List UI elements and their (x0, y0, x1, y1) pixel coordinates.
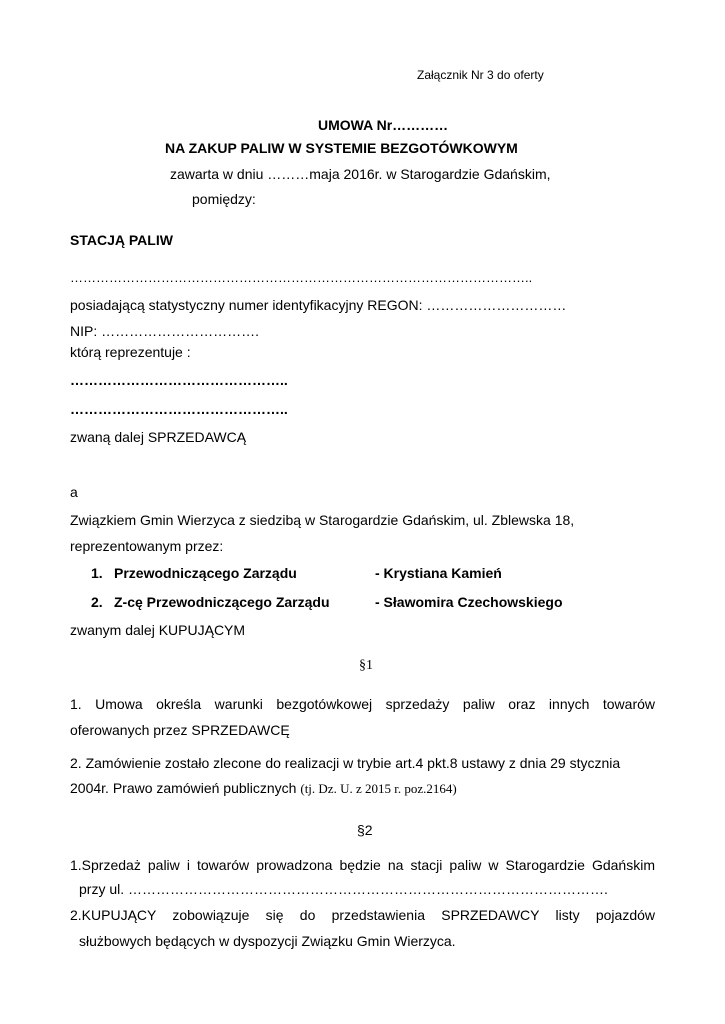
seller-nip: NIP: ……………………………. (70, 323, 260, 339)
buyer-rep-2-num: 2. (91, 594, 103, 610)
buyer-rep-1-name: - Krystiana Kamień (375, 565, 502, 581)
seller-heading: STACJĄ PALIW (70, 232, 173, 248)
section-2-para-1-line-1: 1.Sprzedaż paliw i towarów prowadzona będzie na stacji paliw w Starogardzie Gdańskim (70, 857, 655, 873)
section-1-para-2-line-2: 2004r. Prawo zamówień publicznych (70, 780, 297, 796)
seller-representative-1: ……………………………………….. (70, 372, 288, 388)
buyer-rep-2-role: Z-cę Przewodniczącego Zarządu (114, 594, 330, 610)
contract-title: UMOWA Nr………… (318, 117, 449, 133)
buyer-rep-1-role: Przewodniczącego Zarządu (114, 565, 297, 581)
contract-subtitle: NA ZAKUP PALIW W SYSTEMIE BEZGOTÓWKOWYM (165, 140, 518, 156)
seller-regon: posiadającą statystyczny numer identyfikacyjny REGON: ………………………… (70, 297, 567, 313)
annex-label: Załącznik Nr 3 do oferty (417, 68, 544, 82)
between-label: pomiędzy: (192, 191, 256, 207)
buyer-called: zwanym dalej KUPUJĄCYM (70, 622, 246, 638)
seller-represented-by: którą reprezentuje : (70, 344, 191, 360)
contract-date-place: zawarta w dniu ………maja 2016r. w Starogardzie Gdańskim, (170, 166, 551, 182)
section-1-para-1-line-1: 1. Umowa określa warunki bezgotówkowej sprzedaży paliw oraz innych towarów (70, 696, 655, 712)
buyer-line-1: Związkiem Gmin Wierzyca z siedzibą w Starogardzie Gdańskim, ul. Zblewska 18, (70, 512, 575, 528)
section-1-para-2-line-1: 2. Zamówienie zostało zlecone do realizacji w trybie art.4 pkt.8 ustawy z dnia 29 stycznia (70, 755, 621, 771)
conjunction: a (70, 484, 78, 500)
section-2-para-2-line-2: służbowych będących w dyspozycji Związku Gmin Wierzyca. (79, 933, 456, 949)
section-1-legal-reference: (tj. Dz. U. z 2015 r. poz.2164) (300, 781, 457, 796)
seller-representative-2: ……………………………………….. (70, 401, 288, 417)
seller-called: zwaną dalej SPRZEDAWCĄ (70, 429, 247, 445)
buyer-rep-1-num: 1. (91, 565, 103, 581)
section-2-para-1-line-2: przy ul. …………………………………………………………………………………………. (79, 881, 608, 897)
buyer-rep-2-name: - Sławomira Czechowskiego (375, 594, 563, 610)
buyer-line-2: reprezentowanym przez: (70, 538, 224, 554)
section-1-heading: §1 (359, 658, 373, 673)
seller-name-blank: …………………………………………………………………………………………….. (70, 270, 533, 285)
section-2-para-2-line-1: 2.KUPUJĄCY zobowiązuje się do przedstawienia SPRZEDAWCY listy pojazdów (70, 907, 655, 923)
section-1-para-1-line-2: oferowanych przez SPRZEDAWCĘ (70, 722, 290, 738)
section-2-heading: §2 (357, 822, 373, 838)
